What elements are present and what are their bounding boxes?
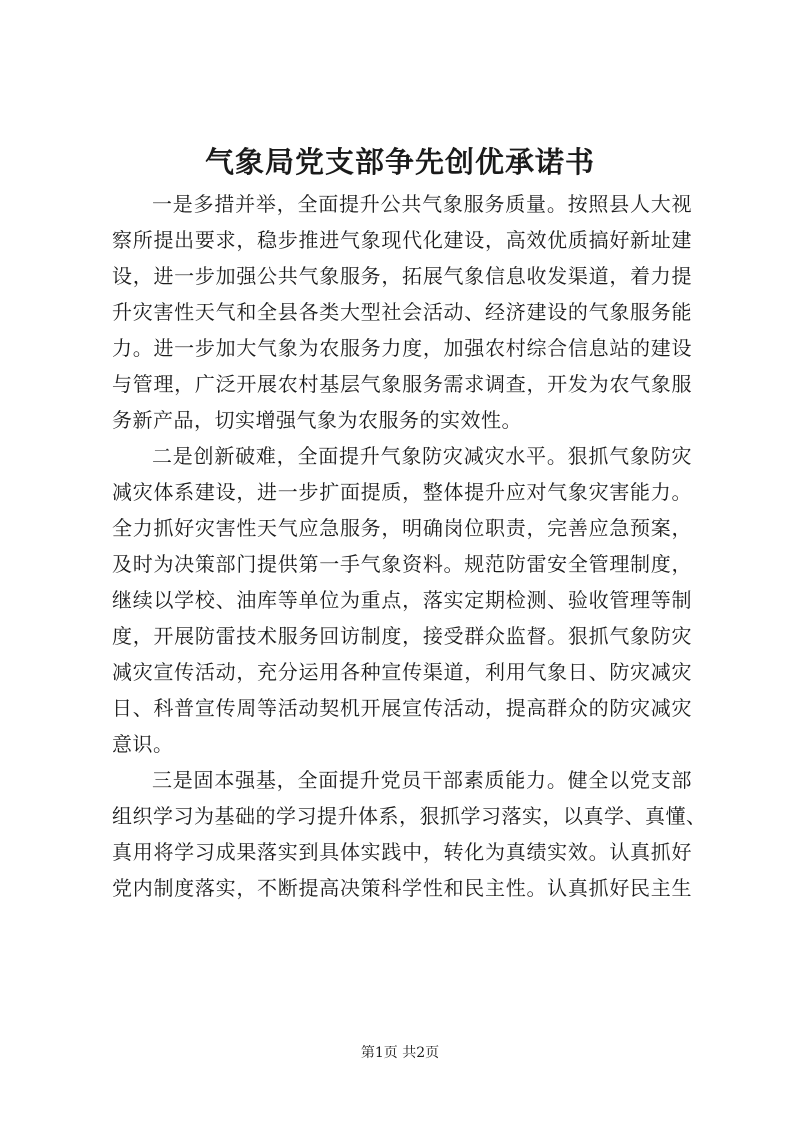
paragraph-line: 组织学习为基础的学习提升体系，狠抓学习落实，以真学、真懂、 [112,804,707,828]
paragraph-line: 设，进一步加强公共气象服务，拓展气象信息收发渠道，着力提 [112,264,692,288]
paragraph [112,186,692,438]
paragraph-line: 一是多措并举，全面提升公共气象服务质量。按照县人大视 [152,192,692,216]
paragraph-line: 度，开展防雷技术服务回访制度，接受群众监督。狠抓气象防灾 [112,624,692,648]
paragraph-line: 全力抓好灾害性天气应急服务，明确岗位职责，完善应急预案， [112,516,692,540]
paragraph-line: 力。进一步加大气象为农服务力度，加强农村综合信息站的建设 [112,336,692,360]
paragraph-line: 三是固本强基，全面提升党员干部素质能力。健全以党支部 [152,768,692,792]
paragraph-line: 二是创新破难，全面提升气象防灾减灾水平。狠抓气象防灾 [152,444,692,468]
paragraph-line: 察所提出要求，稳步推进气象现代化建设，高效优质搞好新址建 [112,228,692,252]
paragraph-line: 意识。 [112,732,174,756]
paragraph [112,438,692,762]
paragraph [112,762,707,906]
paragraph-line: 减灾体系建设，进一步扩面提质，整体提升应对气象灾害能力。 [112,480,692,504]
paragraph-line: 及时为决策部门提供第一手气象资料。规范防雷安全管理制度， [112,552,692,576]
page-footer: 第1页 共2页 [360,1045,440,1061]
paragraph-line: 真用将学习成果落实到具体实践中，转化为真绩实效。认真抓好 [112,840,692,864]
document-title: 气象局党支部争先创优承诺书 [204,145,595,179]
paragraph-line: 务新产品，切实增强气象为农服务的实效性。 [112,408,522,432]
paragraph-line: 与管理，广泛开展农村基层气象服务需求调查，开发为农气象服 [112,372,692,396]
paragraph-line: 日、科普宣传周等活动契机开展宣传活动，提高群众的防灾减灾 [112,696,692,720]
paragraph-line: 党内制度落实，不断提高决策科学性和民主性。认真抓好民主生 [112,876,692,900]
paragraph-line: 升灾害性天气和全县各类大型社会活动、经济建设的气象服务能 [112,300,692,324]
paragraph-line: 减灾宣传活动，充分运用各种宣传渠道，利用气象日、防灾减灾 [112,660,692,684]
document-body [112,186,707,906]
paragraph-line: 继续以学校、油库等单位为重点，落实定期检测、验收管理等制 [112,588,692,612]
